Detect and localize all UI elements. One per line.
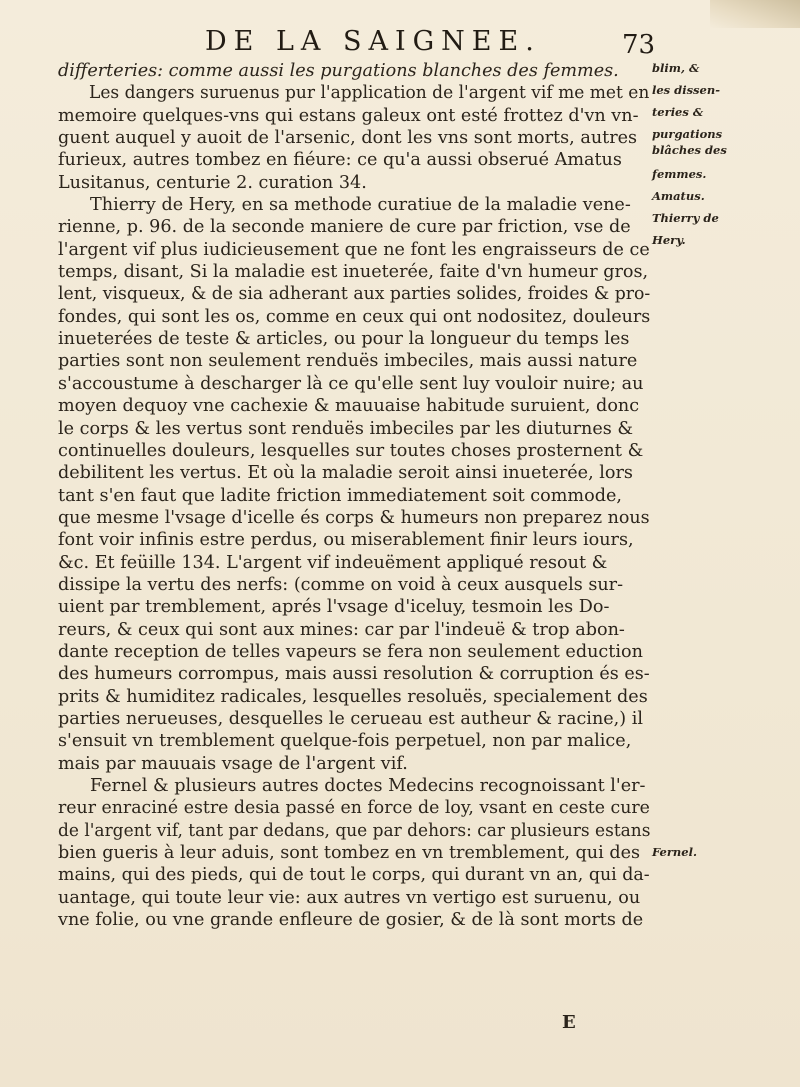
- text-line: le corps & les vertus sont renduës imbeciles par les diuturnes &: [58, 418, 634, 439]
- margin-note: blim, &: [652, 61, 700, 75]
- text-line: vne folie, ou vne grande enfleure de gosier, & de là sont morts de: [58, 910, 644, 931]
- text-line: mains, qui des pieds, qui de tout le corps, qui durant vn an, qui da-: [58, 865, 650, 886]
- text-line: &c. Et feüille 134. L'argent vif indeuëment appliqué resout &: [58, 552, 608, 573]
- text-line: debilitent les vertus. Et où la maladie seroit ainsi inueterée, lors: [58, 463, 633, 484]
- text-line: Fernel & plusieurs autres doctes Medecins recognoissant l'er-: [90, 776, 646, 796]
- text-line: Lusitanus, centurie 2. curation 34.: [58, 172, 367, 193]
- text-line: font voir infinis estre perdus, ou miserablement finir leurs iours,: [58, 530, 634, 551]
- main-text-block: [58, 60, 650, 931]
- text-line: rienne, p. 96. de la seconde maniere de cure par friction, vse de: [58, 217, 631, 238]
- text-line: parties nerueuses, desquelles le cerueau est autheur & racine,) il: [58, 708, 643, 729]
- margin-note: teries &: [652, 105, 704, 119]
- folded-corner: [710, 0, 800, 28]
- margin-note: blâches des: [652, 143, 727, 157]
- text-line: prits & humiditez radicales, lesquelles resoluës, specialement des: [58, 686, 648, 707]
- running-title: DE LA SAIGNEE.: [205, 26, 541, 57]
- margin-note: Fernel.: [652, 845, 697, 859]
- margin-note: les dissen-: [652, 83, 720, 97]
- text-line: guent auquel y auoit de l'arsenic, dont les vns sont morts, autres: [58, 128, 638, 149]
- text-line: lent, visqueux, & de sia adherant aux parties solides, froides & pro-: [58, 284, 651, 305]
- text-line: Les dangers suruenus pur l'application de l'argent vif me met en: [89, 83, 650, 104]
- margin-note: femmes.: [652, 167, 707, 181]
- text-line: continuelles douleurs, lesquelles sur toutes choses prosternent &: [58, 440, 644, 461]
- text-line: inueterées de teste & articles, ou pour la longueur du temps les: [58, 329, 630, 350]
- text-line: furieux, autres tombez en fiéure: ce qu'a aussi obserué Amatus: [58, 150, 622, 171]
- text-line: de l'argent vif, tant par dedans, que par dehors: car plusieurs estans: [58, 820, 651, 841]
- text-line: reurs, & ceux qui sont aux mines: car par l'indeuë & trop abon-: [58, 619, 625, 640]
- text-line: differteries: comme aussi les purgations blanches des femmes.: [58, 61, 619, 81]
- text-line: moyen dequoy vne cachexie & mauuaise habitude suruient, donc: [58, 396, 640, 417]
- text-line: uient par tremblement, aprés l'vsage d'iceluy, tesmoin les Do-: [58, 597, 610, 618]
- text-line: dissipe la vertu des nerfs: (comme on void à ceux ausquels sur-: [58, 574, 624, 595]
- text-line: bien gueris à leur aduis, sont tombez en vn tremblement, qui des: [58, 843, 641, 864]
- text-line: s'ensuit vn tremblement quelque-fois perpetuel, non par malice,: [58, 731, 632, 752]
- margin-note: Amatus.: [652, 189, 705, 203]
- text-line: memoire quelques-vns qui estans galeux ont esté frottez d'vn vn-: [58, 105, 639, 126]
- margin-note: Thierry de: [652, 211, 719, 225]
- text-line: des humeurs corrompus, mais aussi resolution & corruption és es-: [58, 664, 650, 685]
- text-line: que mesme l'vsage d'icelle és corps & humeurs non preparez nous: [58, 507, 650, 528]
- text-line: l'argent vif plus iudicieusement que ne font les engraisseurs de ce: [58, 239, 650, 260]
- text-line: uantage, qui toute leur vie: aux autres vn vertigo est suruenu, ou: [58, 887, 641, 908]
- text-line: tant s'en faut que ladite friction immediatement soit commode,: [58, 485, 622, 506]
- text-line: s'accoustume à descharger là ce qu'elle sent luy vouloir nuire; au: [58, 373, 644, 394]
- margin-note: purgations: [652, 127, 723, 141]
- page-number: 73: [622, 30, 656, 60]
- text-line: dante reception de telles vapeurs se fera non seulement eduction: [58, 641, 643, 662]
- catchword: E: [562, 1012, 576, 1033]
- text-line: reur enraciné estre desia passé en force de loy, vsant en ceste cure: [58, 798, 650, 819]
- text-line: parties sont non seulement renduës imbeciles, mais aussi nature: [58, 351, 638, 372]
- text-line: temps, disant, Si la maladie est inueterée, faite d'vn humeur gros,: [58, 262, 649, 283]
- text-line: mais par mauuais vsage de l'argent vif.: [58, 753, 408, 774]
- text-line: fondes, qui sont les os, comme en ceux qui ont nodositez, douleurs: [58, 306, 651, 327]
- margin-note: Hery.: [652, 233, 686, 247]
- text-line: Thierry de Hery, en sa methode curatiue de la maladie vene-: [90, 195, 631, 216]
